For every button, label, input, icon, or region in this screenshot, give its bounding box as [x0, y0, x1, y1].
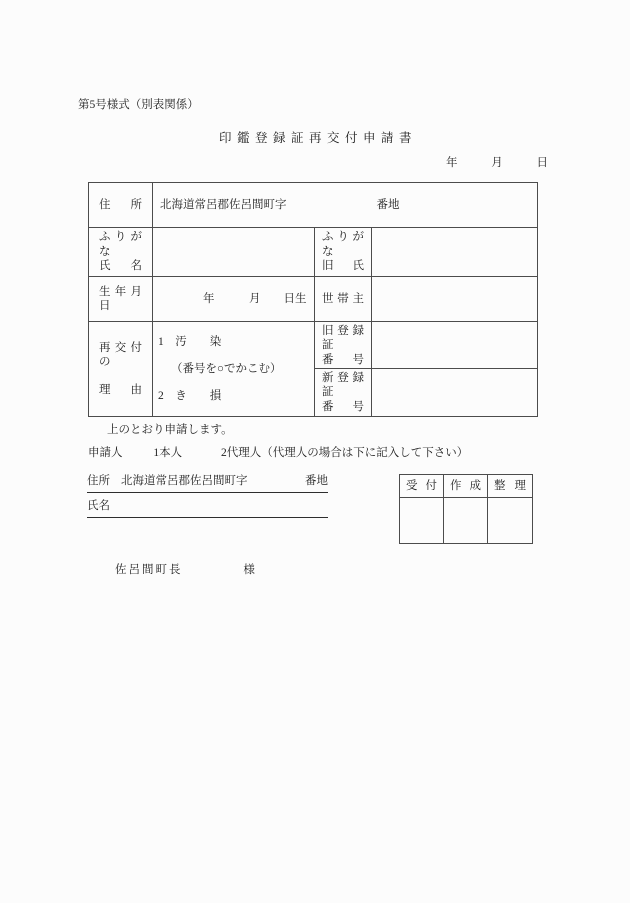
birthdate-label-cell [89, 277, 153, 322]
reason-options-cell [153, 322, 315, 416]
agent-name-label: 氏名 [87, 500, 110, 512]
new-cert-number-input-cell[interactable] [372, 369, 537, 416]
office-arrangement-stamp-cell[interactable] [488, 498, 532, 543]
reason-option-stain[interactable]: 1 汚 染 [158, 335, 222, 348]
agent-address-field[interactable] [87, 474, 328, 493]
addressee-honorific: 様 [243, 564, 255, 576]
birthdate-label: 生年月日 [99, 285, 142, 312]
agent-name-field[interactable] [87, 499, 328, 518]
old-surname-label: 旧氏 [322, 260, 364, 273]
page-title: 印鑑登録証再交付申請書 [218, 131, 417, 145]
old-cert-number-input-cell[interactable] [372, 322, 537, 369]
householder-input-cell[interactable] [372, 277, 537, 322]
old-cert-label-line1: 旧登録証 [322, 325, 364, 352]
office-header-arrangement: 整理 [488, 475, 532, 498]
new-cert-label-line2: 番号 [322, 400, 364, 413]
reason-label-line2: 理由 [99, 383, 142, 396]
applicant-option-agent[interactable]: 2代理人（代理人の場合は下に記入して下さい） [221, 447, 469, 459]
applicant-option-self[interactable]: 1本人 [153, 447, 183, 459]
name-input-cell[interactable] [153, 228, 315, 277]
agent-address-prefill: 北海道常呂郡佐呂間町字 [121, 475, 248, 487]
applicant-table [88, 182, 538, 417]
new-cert-label-cell [315, 369, 372, 416]
old-surname-label-cell [315, 228, 372, 277]
name-label-cell [89, 228, 153, 277]
agent-address-label: 住所 [87, 475, 110, 487]
reason-circle-note: （番号を○でかこむ） [171, 362, 282, 375]
declaration-text: 上のとおり申請します。 [107, 424, 233, 436]
reason-option-damage[interactable]: 2 き 損 [158, 389, 222, 402]
reason-label-cell [89, 322, 153, 416]
agent-address-suffix: 番地 [305, 475, 328, 487]
date-line [446, 156, 548, 170]
old-cert-label-line2: 番号 [322, 353, 364, 366]
address-prefill: 北海道常呂郡佐呂間町字 [160, 198, 287, 211]
office-reception-stamp-cell[interactable] [400, 498, 444, 543]
birthdate-input-cell[interactable] [153, 277, 315, 322]
old-surname-furigana-label: ふりがな [322, 231, 364, 258]
address-suffix: 番地 [376, 198, 400, 211]
address-input-cell[interactable] [153, 183, 537, 228]
birthdate-placeholder: 年 月 日生 [203, 292, 307, 305]
office-use-table [399, 474, 533, 544]
householder-label: 世帯主 [322, 292, 364, 305]
date-year-label: 年 [446, 157, 458, 169]
name-label: 氏名 [99, 260, 142, 273]
date-day-label: 日 [536, 157, 548, 169]
office-header-reception: 受付 [400, 475, 444, 498]
old-surname-input-cell[interactable] [372, 228, 537, 277]
addressee-title: 佐呂間町長 [115, 564, 183, 576]
form-number: 第5号様式（別表関係） [78, 99, 199, 111]
applicant-label: 申請人 [88, 447, 123, 459]
reason-label-line1: 再交付の [99, 341, 142, 369]
address-label: 住所 [99, 198, 142, 211]
householder-label-cell [315, 277, 372, 322]
date-month-label: 月 [491, 157, 503, 169]
applicant-type-line [88, 446, 468, 460]
office-header-preparation: 作成 [444, 475, 488, 498]
old-cert-label-cell [315, 322, 372, 369]
furigana-label: ふりがな [99, 231, 142, 258]
addressee-line [115, 563, 255, 577]
address-label-cell [89, 183, 153, 228]
new-cert-label-line1: 新登録証 [322, 372, 364, 399]
office-preparation-stamp-cell[interactable] [444, 498, 488, 543]
